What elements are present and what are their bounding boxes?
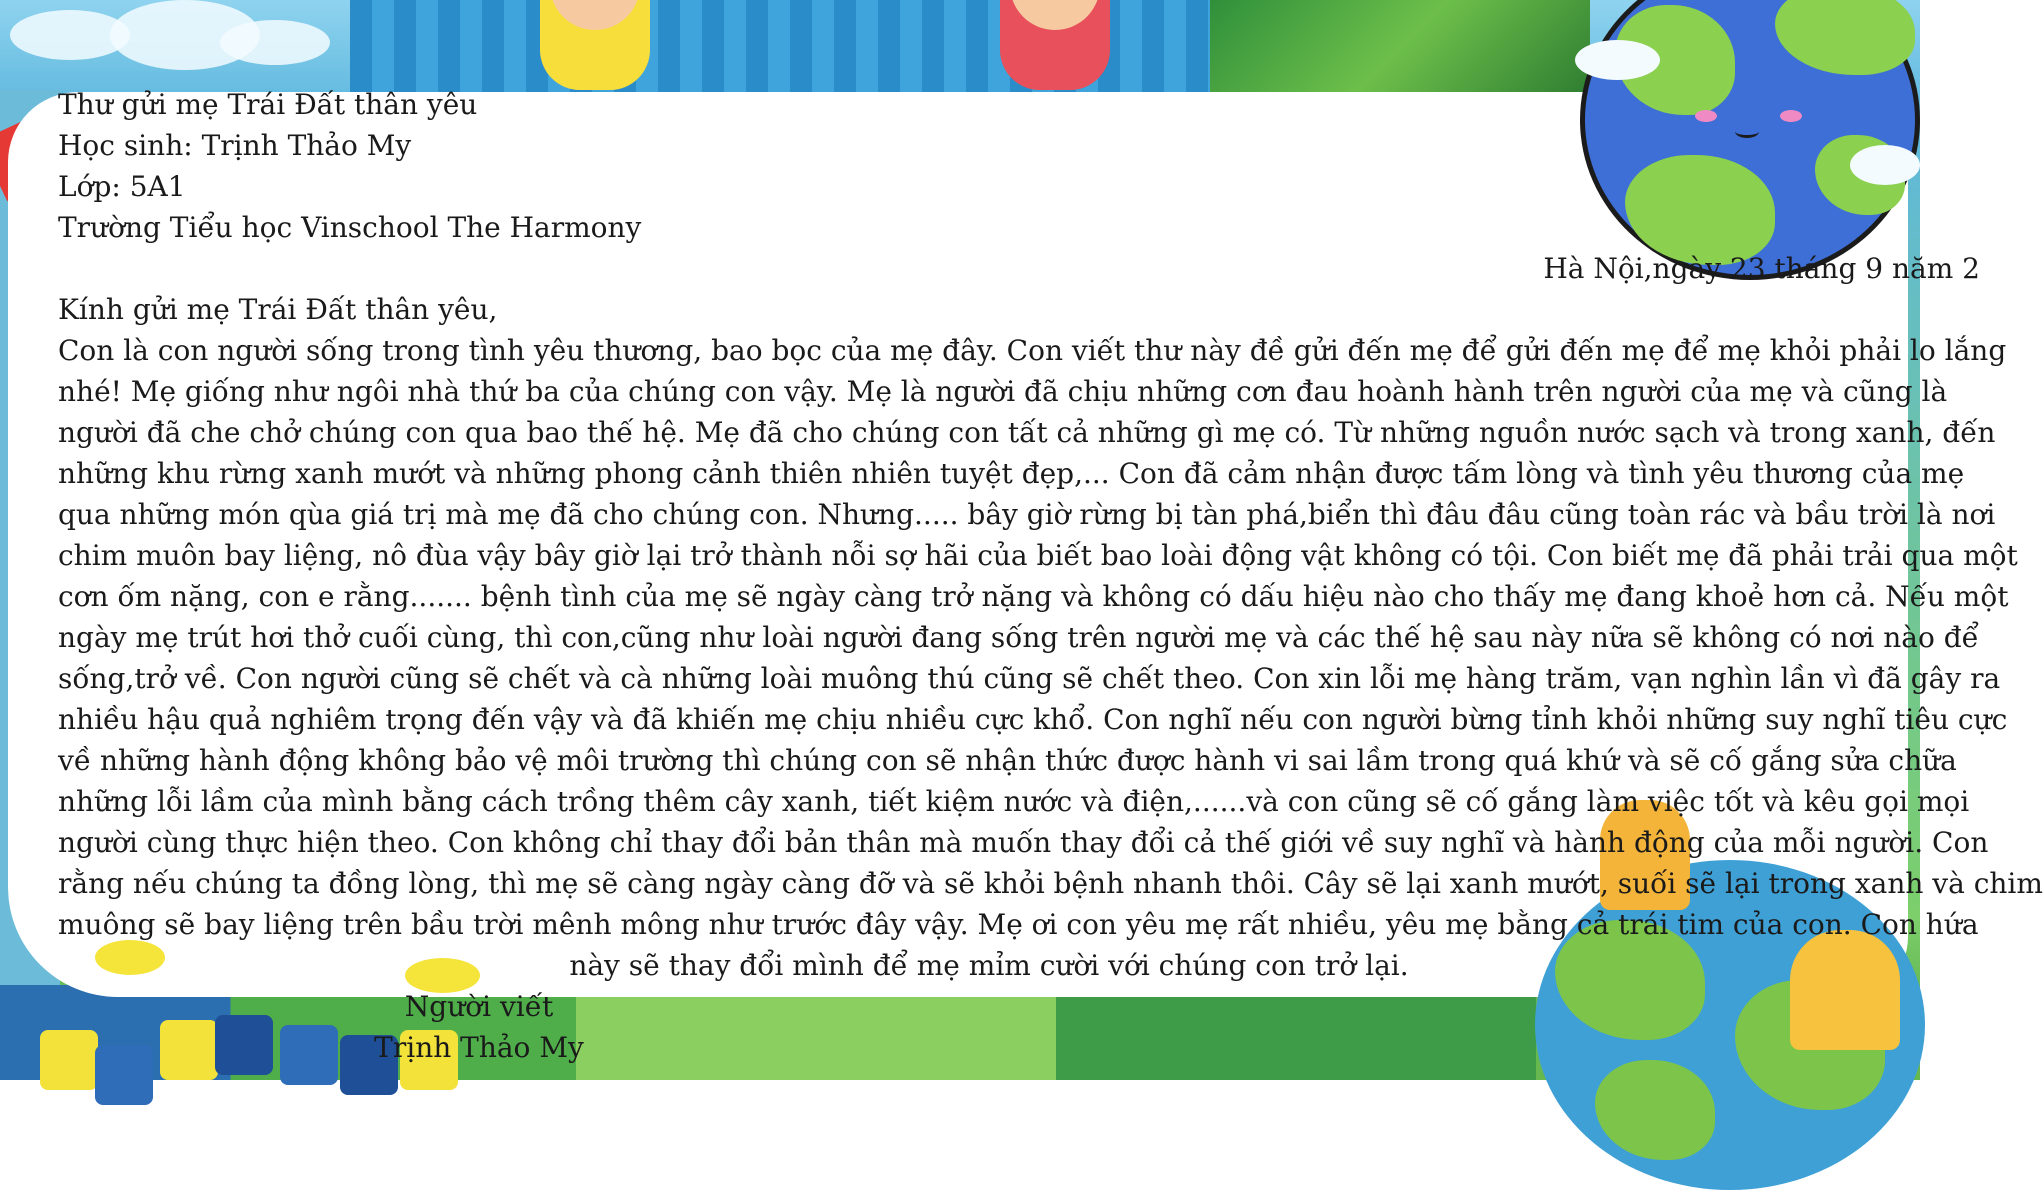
- signature-name: Trịnh Thảo My: [374, 1031, 584, 1064]
- letter-text: [58, 84, 2043, 1068]
- body-line: rằng nếu chúng ta đồng lòng, thì mẹ sẽ càng ngày càng đỡ và sẽ khỏi bệnh nhanh thôi. Cây sẽ lại xanh mướt, suối sẽ lại trong xanh và chim: [58, 867, 2043, 900]
- greeting: Kính gửi mẹ Trái Đất thân yêu,: [58, 293, 498, 326]
- body-line: những khu rừng xanh mướt và những phong cảnh thiên nhiên tuyệt đẹp,... Con đã cảm nhận được tấm lòng và tình yêu thương của mẹ: [58, 457, 1965, 490]
- body-line: những lỗi lầm của mình bằng cách trồng thêm cây xanh, tiết kiệm nước và điện,......và con cũng sẽ cố gắng làm việc tốt và kêu gọi mọi: [58, 785, 1970, 818]
- body-line: nhiều hậu quả nghiêm trọng đến vậy và đã khiến mẹ chịu nhiều cực khổ. Con nghĩ nếu con người bừng tỉnh khỏi những suy nghĩ tiêu cực: [58, 703, 2008, 736]
- body-line: sống,trở về. Con người cũng sẽ chết và cà những loài muông thú cũng sẽ chết theo. Con xin lỗi mẹ hàng trăm, vạn nghìn lần vì đã gây ra: [58, 662, 2001, 695]
- body-line: Con là con người sống trong tình yêu thương, bao bọc của mẹ đây. Con viết thư này đề gửi đến mẹ để gửi đến mẹ để mẹ khỏi phải lo lắng: [58, 334, 2007, 367]
- body-line: này sẽ thay đổi mình để mẹ mỉm cười với chúng con trở lại.: [569, 949, 1409, 982]
- body-line: cơn ốm nặng, con e rằng....... bệnh tình của mẹ sẽ ngày càng trở nặng và không có dấu hiệu nào cho thấy mẹ đang khoẻ hơn cả. Nếu một: [58, 580, 2009, 613]
- signature-label: Người viết: [404, 990, 554, 1023]
- letter-body: [58, 330, 2043, 986]
- letter-title: Thư gửi mẹ Trái Đất thân yêu: [58, 88, 478, 121]
- body-line: muông sẽ bay liệng trên bầu trời mênh mông như trước đây vậy. Mẹ ơi con yêu mẹ rất nhiều, yêu mẹ bằng cả trái tim của con. Con hứa: [58, 908, 1979, 941]
- body-line: nhé! Mẹ giống như ngôi nhà thứ ba của chúng con vậy. Mẹ là người đã chịu những cơn đau hoành hành trên người của mẹ và cũng là: [58, 375, 1948, 408]
- body-line: chim muôn bay liệng, nô đùa vậy bây giờ lại trở thành nỗi sợ hãi của biết bao loài động vật không có tội. Con biết mẹ đã phải trải qua một: [58, 539, 2018, 572]
- body-line: người cùng thực hiện theo. Con không chỉ thay đổi bản thân mà muốn thay đổi cả thế giới về suy nghĩ và hành động của mỗi người. Con: [58, 826, 1989, 859]
- school-name: Trường Tiểu học Vinschool The Harmony: [58, 211, 642, 244]
- class-label: Lớp: 5A1: [58, 170, 186, 203]
- letter-date: Hà Nội,ngày 23 tháng 9 năm 2: [1543, 252, 1980, 285]
- body-line: ngày mẹ trút hơi thở cuối cùng, thì con,cũng như loài người đang sống trên người mẹ và các thế hệ sau này nữa sẽ không có nơi nào để: [58, 621, 1979, 654]
- body-line: về những hành động không bảo vệ môi trường thì chúng con sẽ nhận thức được hành vi sai lầm trong quá khứ và sẽ cố gắng sửa chữa: [58, 744, 1957, 777]
- body-line: người đã che chở chúng con qua bao thế hệ. Mẹ đã cho chúng con tất cả những gì mẹ có. Từ những nguồn nước sạch và trong xanh, đến: [58, 416, 1996, 449]
- student-name: Học sinh: Trịnh Thảo My: [58, 129, 412, 162]
- body-line: qua những món qùa giá trị mà mẹ đã cho chúng con. Nhưng..... bây giờ rừng bị tàn phá,biển thì đâu đâu cũng toàn rác và bầu trời là nơi: [58, 498, 1996, 531]
